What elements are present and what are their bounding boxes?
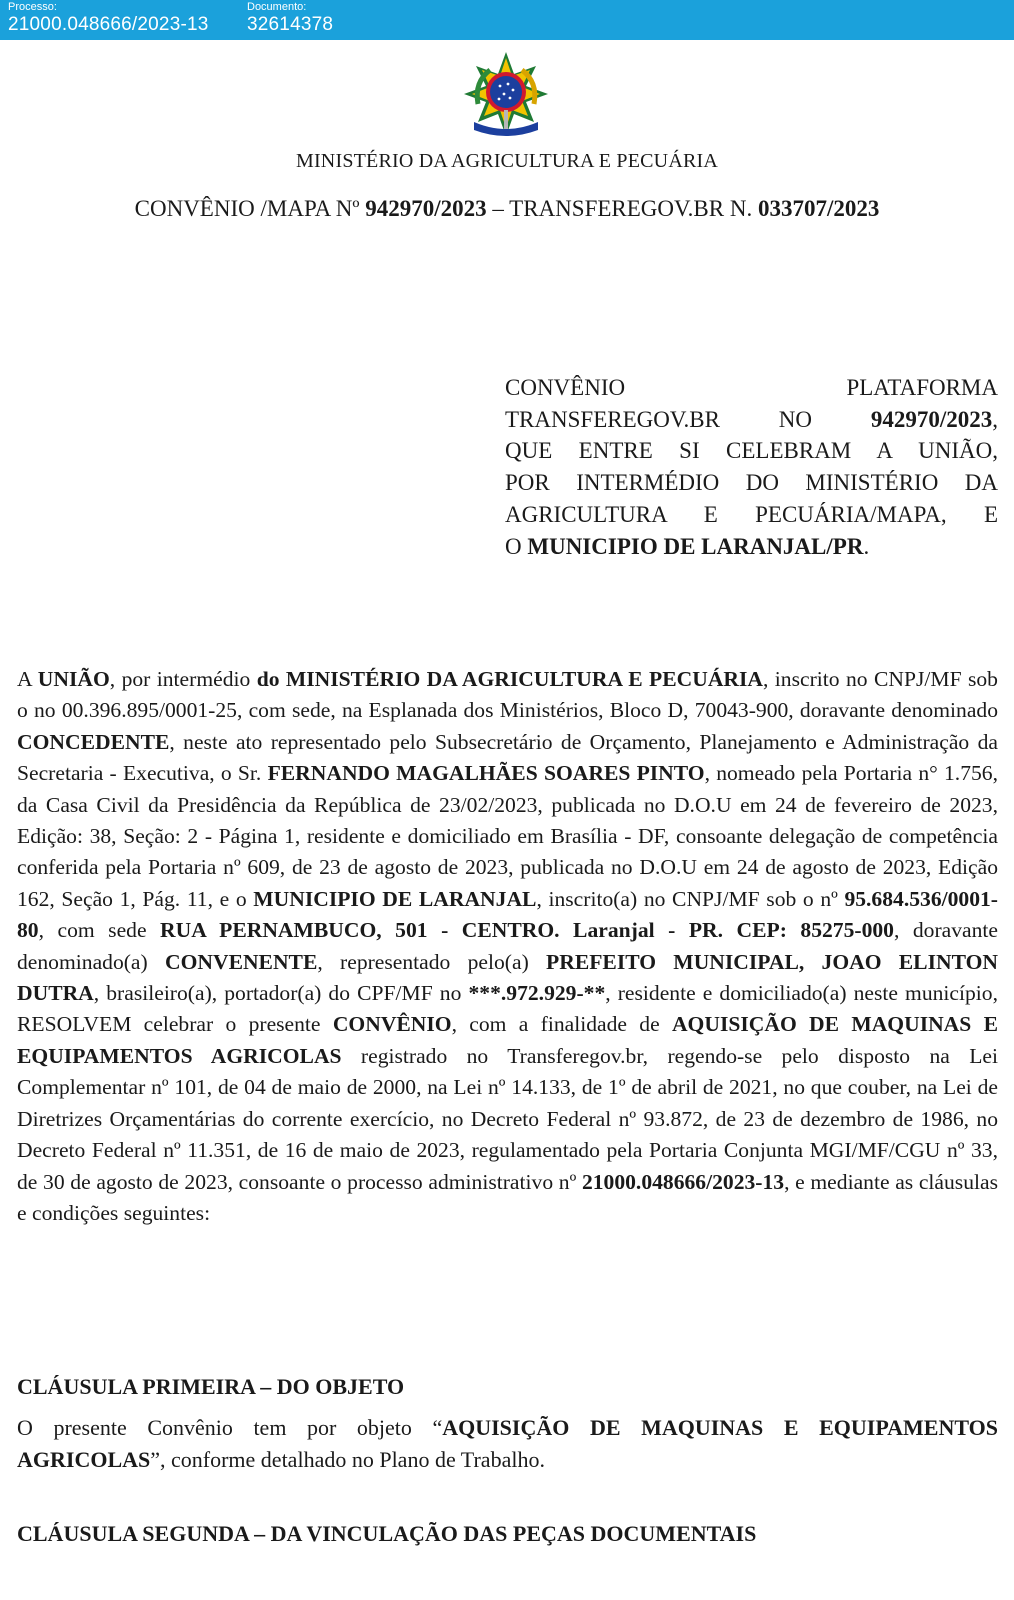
preamble-text-run: , e mediante as cláusulas e condições seguintes: xyxy=(17,1169,998,1225)
preamble-bold-run: MUNICIPIO DE LARANJAL xyxy=(253,886,537,911)
documento-field xyxy=(247,0,333,36)
agreement-number: 942970/2023 xyxy=(365,196,487,221)
preamble-bold-run: ***.972.929-** xyxy=(468,981,606,1006)
ministry-name: MINISTÉRIO DA AGRICULTURA E PECUÁRIA xyxy=(295,150,719,172)
clause-1-title: CLÁUSULA PRIMEIRA – DO OBJETO xyxy=(17,1374,405,1399)
preamble-text-run: , inscrito no CNPJ/MF sob o no 00.396.895/0001-25, com sede, na Esplanada dos Ministérios, Bloco D, 70043-900, doravante denominado xyxy=(17,667,998,723)
title-middle: – TRANSFEREGOV.BR N. xyxy=(486,196,758,221)
ementa-line: POR INTERMÉDIO DO MINISTÉRIO DA xyxy=(505,470,998,496)
preamble-bold-run: PREFEITO MUNICIPAL, JOAO ELINTON DUTRA xyxy=(17,949,998,1006)
preamble-text-run: A xyxy=(17,667,38,691)
preamble-bold-run: CONCEDENTE xyxy=(17,729,170,754)
preamble-text-run: , inscrito(a) no CNPJ/MF sob o nº xyxy=(536,886,845,911)
preamble-bold-run: do MINISTÉRIO DA AGRICULTURA E PECUÁRIA xyxy=(256,667,764,691)
ementa-line: CONVÊNIO PLATAFORMA xyxy=(505,375,998,400)
preamble-text-run: , representado pelo(a) xyxy=(317,949,547,974)
clause-2-title: CLÁUSULA SEGUNDA – DA VINCULAÇÃO DAS PEÇAS DOCUMENTAIS xyxy=(17,1521,757,1546)
ementa-line: AGRICULTURA E PECUÁRIA/MAPA, E xyxy=(505,501,998,527)
preamble-text-run: , brasileiro(a), portador(a) do CPF/MF no xyxy=(93,981,469,1006)
preamble-bold-run: AQUISIÇÃO DE MAQUINAS E EQUIPAMENTOS AGRICOLAS xyxy=(17,1012,998,1068)
preamble-text-run: , doravante denominado(a) xyxy=(17,918,998,974)
preamble-text-run: , com a finalidade de xyxy=(451,1012,672,1037)
clause-1-text: O presente Convênio tem por objeto “AQUISIÇÃO DE MAQUINAS E EQUIPAMENTOS AGRICOLAS”, conforme detalhado no Plano de Trabalho. xyxy=(17,1415,998,1472)
preamble-paragraph xyxy=(17,664,998,1229)
preamble-bold-run: UNIÃO xyxy=(37,667,110,691)
ementa-line: O MUNICIPIO DE LARANJAL/PR. xyxy=(505,533,870,559)
brasil-coat-of-arms-icon xyxy=(464,52,548,138)
preamble-bold-run: FERNANDO MAGALHÃES SOARES PINTO xyxy=(267,761,705,786)
preamble-bold-run: CONVÊNIO xyxy=(332,1012,452,1037)
title-prefix: CONVÊNIO /MAPA Nº xyxy=(134,196,366,221)
preamble-text-run: , residente e domiciliado(a) neste município, RESOLVEM celebrar o presente xyxy=(17,981,998,1037)
preamble-bold-run: 21000.048666/2023-13 xyxy=(581,1169,785,1194)
ementa-block xyxy=(505,372,998,562)
preamble-text-run: , com sede xyxy=(38,918,161,943)
ementa-line: TRANSFEREGOV.BR NO 942970/2023, xyxy=(505,406,998,432)
preamble-text-run: registrado no Transferegov.br, regendo-se pelo disposto na Lei Complementar nº 101, de 04 de maio de 2000, na Lei nº 14.133, de 1º de abril de 2021, no que couber, na Lei de Diretrizes Orçamentárias do corrente exercício, no Decreto Federal nº 93.872, de 23 de dezembro de 1986, no Decreto Federal nº 11.351, de 16 de maio de 2023, regulamentado pela Portaria Conjunta MGI/MF/CGU nº 33, de 30 de agosto de 2023, consoante o processo administrativo nº xyxy=(17,1043,998,1194)
documento-label: Documento: xyxy=(247,1,307,13)
transferegov-number: 033707/2023 xyxy=(757,196,880,221)
processo-field xyxy=(8,0,209,36)
preamble-text-run: , nomeado pela Portaria n° 1.756, da Casa Civil da Presidência da República de 23/02/2023, publicada no D.O.U em 24 de fevereiro de 2023, Edição: 38, Seção: 2 - Página 1, residente e domiciliado em Brasília - DF, consoante delegação de competência conferida pela Portaria nº 609, de 23 de agosto de 2023, publicada no D.O.U em 24 de agosto de 2023, Edição 162, Seção 1, Pág. 11, e o xyxy=(17,761,998,911)
documento-number[interactable]: 32614378 xyxy=(247,14,334,35)
document-header-bar xyxy=(0,0,1014,40)
processo-label: Processo: xyxy=(8,1,57,13)
preamble-text-run: , neste ato representado pelo Subsecretário de Orçamento, Planejamento e Administração da Secretaria - Executiva, o Sr. xyxy=(17,729,998,786)
ementa-line: QUE ENTRE SI CELEBRAM A UNIÃO, xyxy=(505,438,998,464)
processo-number[interactable]: 21000.048666/2023-13 xyxy=(8,14,209,35)
preamble-bold-run: CONVENENTE xyxy=(164,949,318,974)
preamble-bold-run: RUA PERNAMBUCO, 501 - CENTRO. Laranjal - PR. CEP: 85275-000 xyxy=(160,918,894,943)
preamble-bold-run: 95.684.536/0001-80 xyxy=(17,886,998,943)
preamble-text-run: , por intermédio xyxy=(109,667,257,691)
agreement-title xyxy=(0,196,1014,222)
